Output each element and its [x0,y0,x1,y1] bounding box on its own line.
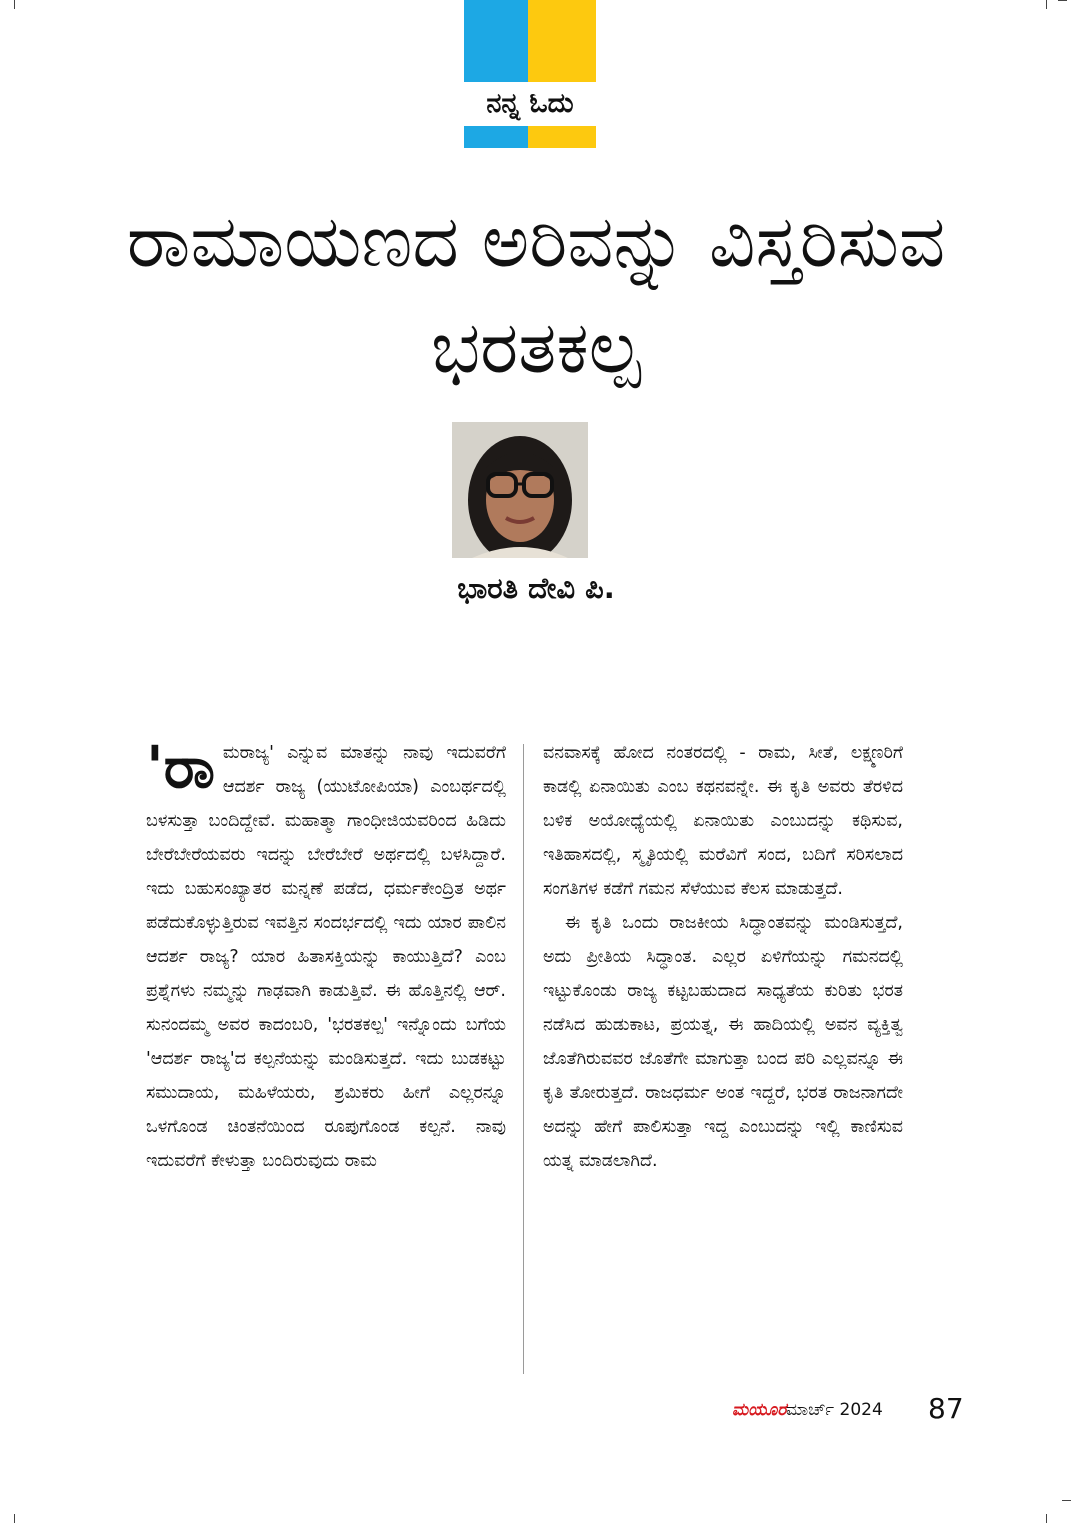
article-paragraph: ವನವಾಸಕ್ಕೆ ಹೋದ ನಂತರದಲ್ಲಿ - ರಾಮ, ಸೀತೆ, ಲಕ್ಷ್ಮಣರಿಗೆ ಕಾಡಲ್ಲಿ ಏನಾಯಿತು ಎಂಬ ಕಥನವನ್ನೇ. ಈ ಕೃತಿ ಅವರು ತೆರಳಿದ ಬಳಿಕ ಅಯೋಧ್ಯೆಯಲ್ಲಿ ಏನಾಯಿತು ಎಂಬುದನ್ನು ಕಥಿಸುವ, ಇತಿಹಾಸದಲ್ಲಿ, ಸ್ಮೃತಿಯಲ್ಲಿ ಮರೆವಿಗೆ ಸಂದ, ಬದಿಗೆ ಸರಿಸಲಾದ ಸಂಗತಿಗಳ ಕಡೆಗೆ ಗಮನ ಸೆಳೆಯುವ ಕೆಲಸ ಮಾಡುತ್ತದೆ. [543,743,903,899]
crop-mark [1046,1514,1047,1523]
author-name: ಭಾರತಿ ದೇವಿ ಪಿ. [457,571,615,605]
article-paragraph [146,733,506,1178]
article-paragraph: ಈ ಕೃತಿ ಒಂದು ರಾಜಕೀಯ ಸಿದ್ಧಾಂತವನ್ನು ಮಂಡಿಸುತ್ತದೆ, ಅದು ಪ್ರೀತಿಯ ಸಿದ್ಧಾಂತ. ಎಲ್ಲರ ಏಳಿಗೆಯನ್ನು ಗಮನದಲ್ಲಿ ಇಟ್ಟುಕೊಂಡು ರಾಜ್ಯ ಕಟ್ಟಬಹುದಾದ ಸಾಧ್ಯತೆಯ ಕುರಿತು ಭರತ ನಡೆಸಿದ ಹುಡುಕಾಟ, ಪ್ರಯತ್ನ, ಈ ಹಾದಿಯಲ್ಲಿ ಅವನ ವ್ಯಕ್ತಿತ್ವ ಜೊತೆಗಿರುವವರ ಜೊತೆಗೇ ಮಾಗುತ್ತಾ ಬಂದ ಪರಿ ಎಲ್ಲವನ್ನೂ ಈ ಕೃತಿ ತೋರುತ್ತದೆ. ರಾಜಧರ್ಮ ಅಂತ ಇದ್ದರೆ, ಭರತ ರಾಜನಾಗದೇ ಅದನ್ನು ಹೇಗೆ ಪಾಲಿಸುತ್ತಾ ಇದ್ದ ಎಂಬುದನ್ನು ಇಲ್ಲಿ ಕಾಣಿಸುವ ಯತ್ನ ಮಾಡಲಾಗಿದೆ. [543,913,903,1171]
author-photo [452,422,588,558]
article-column-right [543,736,903,1178]
section-title: ನನ್ನ ಓದು [486,88,574,119]
crop-mark [14,0,15,9]
article-column-left [146,733,506,1178]
magazine-brand: ಮಯೂರ [732,1400,787,1420]
crop-mark [14,1514,15,1523]
page-footer [732,1392,972,1426]
page-number: 87 [928,1392,964,1425]
column-divider [523,744,524,1374]
section-logo [464,0,596,148]
crop-mark [1062,1500,1071,1501]
logo-blue-block [464,0,528,82]
crop-mark [1058,0,1067,1]
logo-yellow-strip [528,126,596,148]
logo-blue-strip [464,126,528,148]
crop-mark [1046,0,1047,9]
drop-cap: 'ರಾ [146,733,215,801]
article-headline: ರಾಮಾಯಣದ ಅರಿವನ್ನು ವಿಸ್ತರಿಸುವ ಭರತಕಲ್ಪ [126,199,946,389]
paragraph-text: ಮರಾಜ್ಯ' ಎನ್ನುವ ಮಾತನ್ನು ನಾವು ಇದುವರೆಗೆ ಆದರ್ಶ ರಾಜ್ಯ (ಯುಟೋಪಿಯಾ) ಎಂಬರ್ಥದಲ್ಲಿ ಬಳಸುತ್ತಾ ಬಂದಿದ್ದೇವೆ. ಮಹಾತ್ಮಾ ಗಾಂಧೀಜಿಯವರಿಂದ ಹಿಡಿದು ಬೇರೆಬೇರೆಯವರು ಇದನ್ನು ಬೇರೆಬೇರೆ ಅರ್ಥದಲ್ಲಿ ಬಳಸಿದ್ದಾರೆ. ಇದು ಬಹುಸಂಖ್ಯಾತರ ಮನ್ನಣೆ ಪಡೆದ, ಧರ್ಮಕೇಂದ್ರಿತ ಅರ್ಥ ಪಡೆದುಕೊಳ್ಳುತ್ತಿರುವ ಇವತ್ತಿನ ಸಂದರ್ಭದಲ್ಲಿ ಇದು ಯಾರ ಪಾಲಿನ ಆದರ್ಶ ರಾಜ್ಯ? ಯಾರ ಹಿತಾಸಕ್ತಿಯನ್ನು ಕಾಯುತ್ತಿದೆ? ಎಂಬ ಪ್ರಶ್ನೆಗಳು ನಮ್ಮನ್ನು ಗಾಢವಾಗಿ ಕಾಡುತ್ತಿವೆ. ಈ ಹೊತ್ತಿನಲ್ಲಿ ಆರ್. ಸುನಂದಮ್ಮ ಅವರ ಕಾದಂಬರಿ, 'ಭರತಕಲ್ಪ' ಇನ್ನೊಂದು ಬಗೆಯ 'ಆದರ್ಶ ರಾಜ್ಯ'ದ ಕಲ್ಪನೆಯನ್ನು ಮಂಡಿಸುತ್ತದೆ. ಇದು ಬುಡಕಟ್ಟು ಸಮುದಾಯ, ಮಹಿಳೆಯರು, ಶ್ರಮಿಕರು ಹೀಗೆ ಎಲ್ಲರನ್ನೂ ಒಳಗೊಂಡ ಚಿಂತನೆಯಿಂದ ರೂಪುಗೊಂಡ ಕಲ್ಪನೆ. ನಾವು ಇದುವರೆಗೆ ಕೇಳುತ್ತಾ ಬಂದಿರುವುದು ರಾಮ [146,743,506,1171]
logo-yellow-block [528,0,596,82]
issue-date: ಮಾರ್ಚ್ 2024 [786,1400,883,1420]
